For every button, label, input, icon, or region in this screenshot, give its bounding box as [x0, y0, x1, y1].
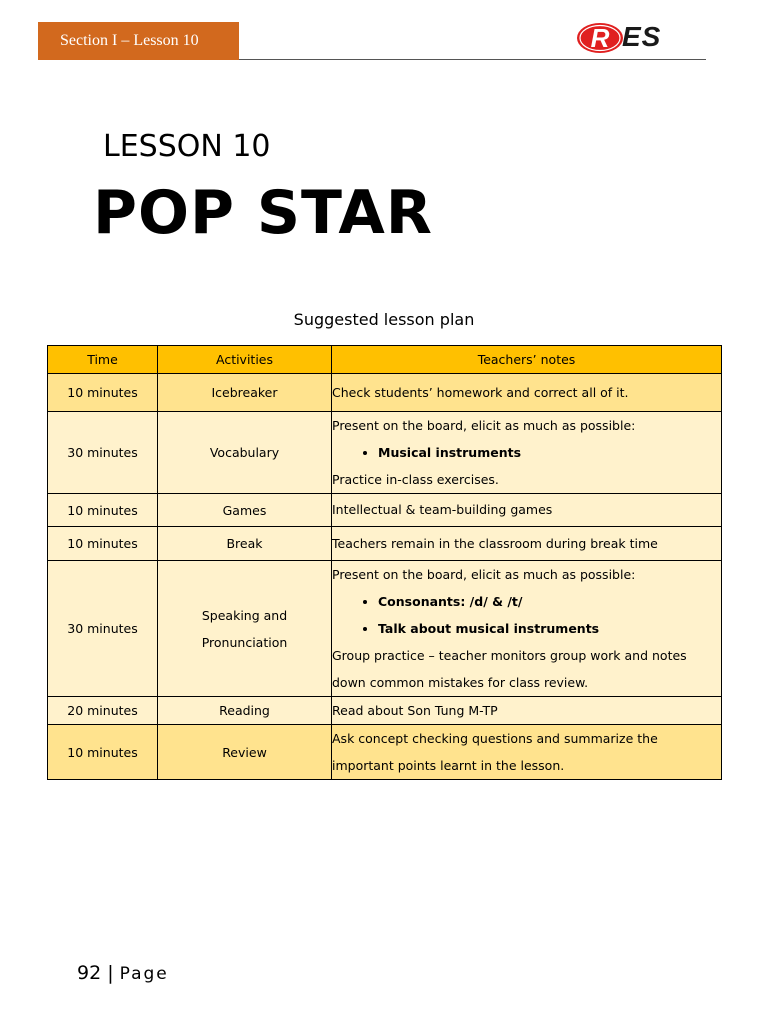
table-row: [48, 697, 722, 725]
table-row: [48, 561, 722, 697]
cell-time: 30 minutes: [48, 561, 158, 697]
section-tab: [38, 22, 239, 60]
note-bullet: • Musical instruments: [378, 439, 721, 466]
cell-teacher-notes: [332, 725, 722, 780]
column-header-activities: Activities: [158, 346, 332, 374]
note-bullet-list: [332, 588, 721, 642]
cell-activity: Games: [158, 494, 332, 527]
cell-time: 10 minutes: [48, 725, 158, 780]
table-row: [48, 527, 722, 561]
note-line: Check students’ homework and correct all of it.: [332, 384, 629, 400]
note-bullet: • Talk about musical instruments: [378, 615, 721, 642]
page-number: 92: [77, 962, 102, 984]
note-line: Group practice – teacher monitors group work and notes: [332, 648, 687, 663]
table-row: [48, 412, 722, 494]
table-header-row: [48, 346, 722, 374]
note-line: Intellectual & team-building games: [332, 502, 553, 517]
cell-time: 20 minutes: [48, 697, 158, 725]
footer-separator: |: [107, 962, 114, 984]
note-line: important points learnt in the lesson.: [332, 758, 565, 773]
cell-teacher-notes: [332, 527, 722, 561]
activity-line: Pronunciation: [201, 634, 288, 650]
note-line: Ask concept checking questions and summarize the: [332, 731, 658, 746]
cell-activity: Icebreaker: [158, 374, 332, 412]
cell-teacher-notes: [332, 561, 722, 697]
cell-teacher-notes: [332, 412, 722, 494]
table-row: [48, 374, 722, 412]
note-line: Present on the board, elicit as much as possible:: [332, 567, 636, 582]
cell-time: 30 minutes: [48, 412, 158, 494]
cell-teacher-notes: [332, 697, 722, 725]
cell-time: 10 minutes: [48, 527, 158, 561]
logo-wordmark: ES: [622, 21, 662, 52]
note-bullet-list: [332, 439, 721, 466]
table-row: [48, 725, 722, 780]
lesson-title: POP STAR: [93, 178, 433, 248]
note-line: Present on the board, elicit as much as possible:: [332, 418, 636, 433]
note-line: down common mistakes for class review.: [332, 675, 589, 690]
column-header-time: Time: [48, 346, 158, 374]
lesson-plan-table: [47, 345, 722, 780]
note-bullet: • Consonants: /d/ & /t/: [378, 588, 721, 615]
note-line: Practice in-class exercises.: [332, 472, 499, 487]
svg-text:R: R: [590, 23, 610, 53]
cell-activity: Break: [158, 527, 332, 561]
table-row: [48, 494, 722, 527]
cell-activity: [158, 561, 332, 697]
page-word: Page: [119, 964, 169, 984]
note-line: Read about Son Tung M-TP: [332, 702, 498, 718]
cell-activity: Vocabulary: [158, 412, 332, 494]
plan-caption: Suggested lesson plan: [293, 310, 475, 329]
column-header-notes: Teachers’ notes: [332, 346, 722, 374]
header-rule: [239, 59, 706, 60]
cell-time: 10 minutes: [48, 494, 158, 527]
cell-activity: Review: [158, 725, 332, 780]
page-footer: [77, 962, 169, 984]
cell-teacher-notes: [332, 374, 722, 412]
cell-activity: Reading: [158, 697, 332, 725]
cell-time: 10 minutes: [48, 374, 158, 412]
lesson-number: LESSON 10: [103, 129, 271, 164]
note-line: Teachers remain in the classroom during break time: [332, 535, 658, 551]
activity-line: Speaking and: [201, 607, 288, 623]
section-label: Section I – Lesson 10: [60, 32, 199, 49]
cell-teacher-notes: [332, 494, 722, 527]
